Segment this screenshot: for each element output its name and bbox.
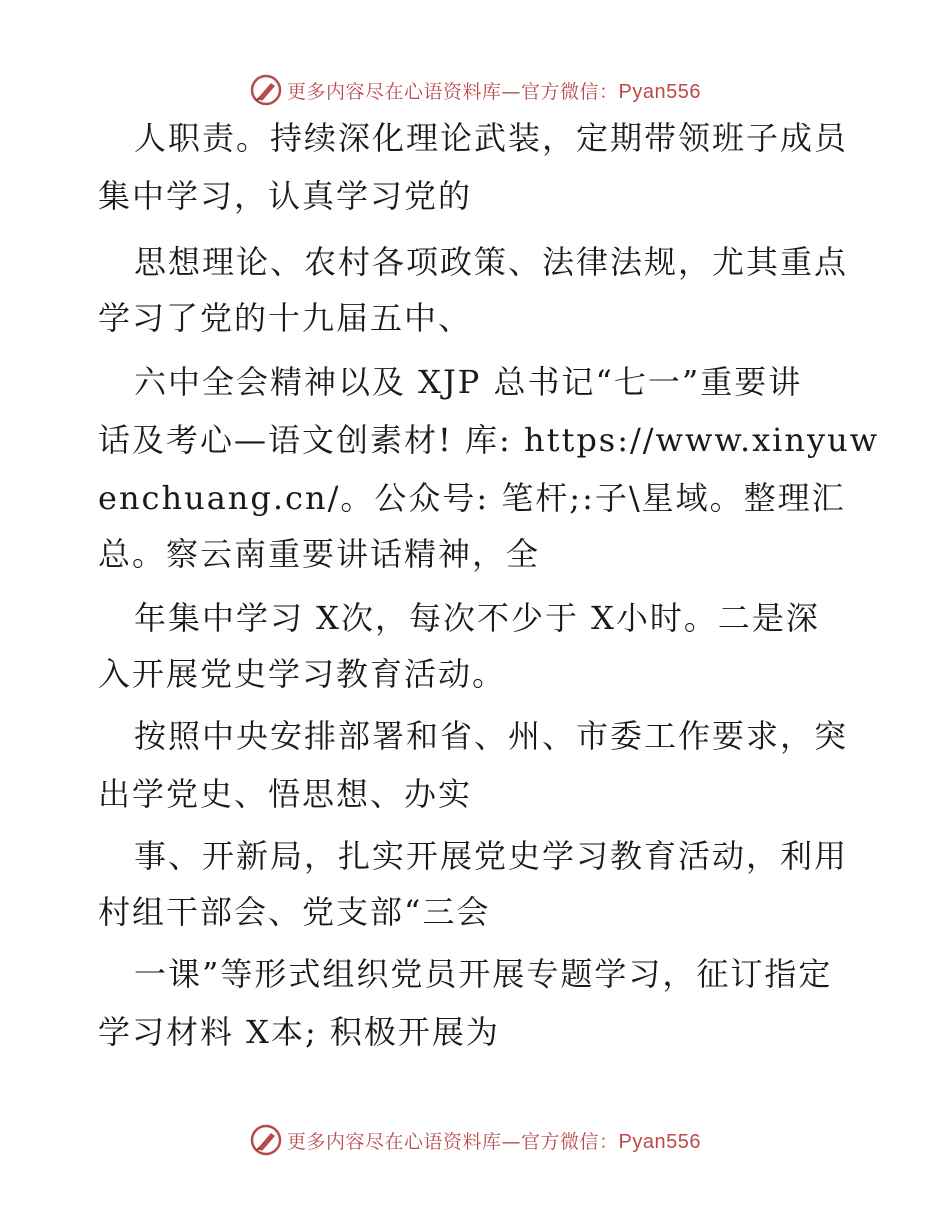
text-line: 入开展党史学习教育活动。 — [98, 655, 507, 693]
text-line: 年集中学习 X次，每次不少于 X小时。二是深 — [134, 599, 820, 637]
text-line: 话及考心—语文创素材! 库: https://www.xinyuw — [98, 421, 880, 459]
text-line: 人职责。持续深化理论武装，定期带领班子成员 — [134, 119, 849, 157]
text-line: 思想理论、农村各项政策、法律法规，尤其重点 — [134, 243, 849, 281]
watermark-account: Pyan556 — [618, 80, 701, 103]
text-line: enchuang.cn/。公众号: 笔杆;:子\星域。整理汇 — [98, 479, 846, 517]
text-line: 一课”等形式组织党员开展专题学习，征订指定 — [134, 955, 833, 993]
footer-watermark — [0, 1120, 950, 1160]
header-watermark — [0, 70, 950, 110]
watermark-account: Pyan556 — [618, 1130, 701, 1153]
pen-nib-circle-icon — [249, 73, 283, 107]
text-line: 总。察云南重要讲话精神，全 — [98, 535, 541, 573]
text-line: 事、开新局，扎实开展党史学习教育活动，利用 — [134, 837, 849, 875]
text-line: 出学党史、悟思想、办实 — [98, 775, 473, 813]
text-line: 按照中央安排部署和省、州、市委工作要求，突 — [134, 717, 849, 755]
pen-nib-circle-icon — [249, 1123, 283, 1157]
text-line: 学习了党的十九届五中、 — [98, 299, 473, 337]
watermark-text: 更多内容尽在心语资料库—官方微信：Pyan556 — [287, 1130, 701, 1153]
text-line: 学习材料 X本; 积极开展为 — [98, 1013, 500, 1051]
watermark-text: 更多内容尽在心语资料库—官方微信：Pyan556 — [287, 80, 701, 103]
text-line: 村组干部会、党支部“三会 — [98, 893, 491, 931]
text-line: 集中学习，认真学习党的 — [98, 177, 473, 215]
text-line: 六中全会精神以及 XJP 总书记“七一”重要讲 — [134, 363, 803, 401]
